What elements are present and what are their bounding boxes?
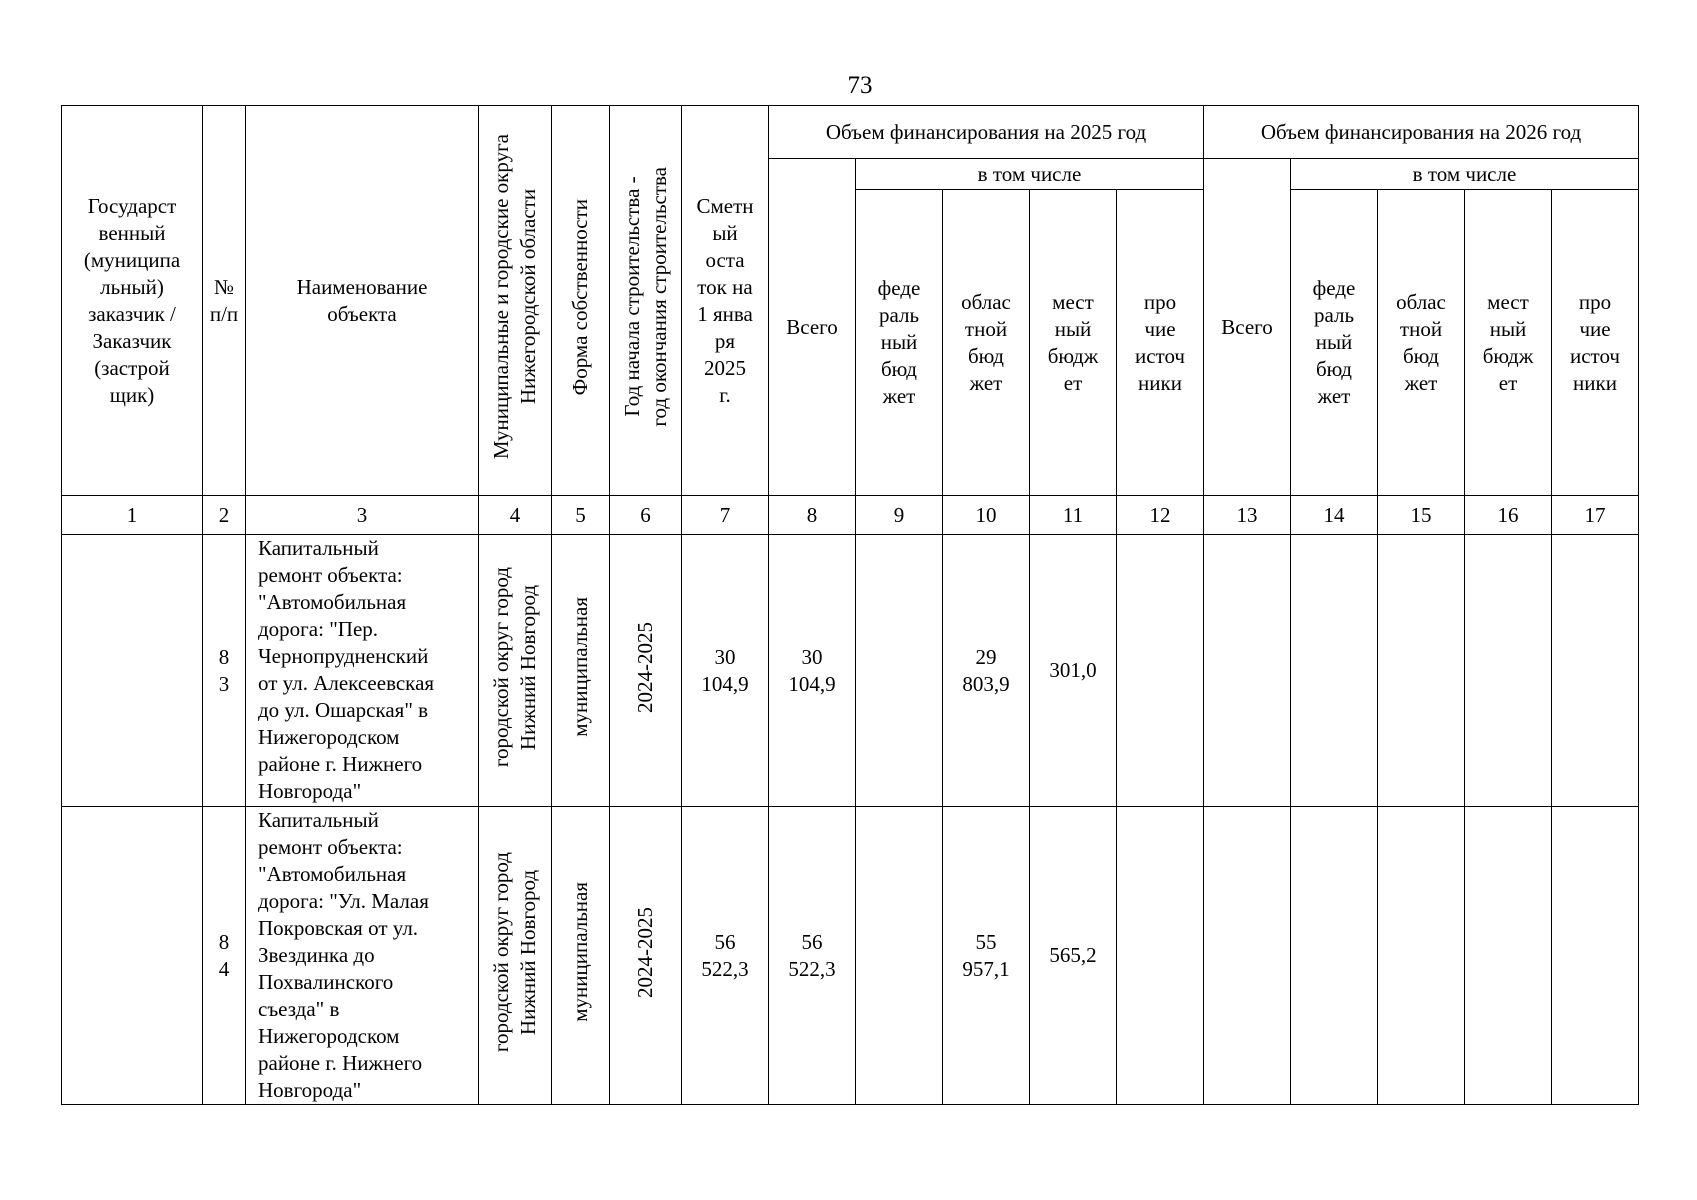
row-regional-2026 xyxy=(1378,535,1465,807)
header-other-2026: про чие источ ники xyxy=(1552,190,1639,496)
column-number: 2 xyxy=(203,496,246,535)
column-number: 12 xyxy=(1117,496,1204,535)
row-object-name: Капитальный ремонт объекта: "Автомобильная дорога: "Пер. Чернопрудненский от ул. Алексеевская до ул. Ошарская" в Нижегородском районе г. Нижнего Новгорода" xyxy=(246,535,479,807)
row-other-2025 xyxy=(1117,807,1204,1105)
column-number: 10 xyxy=(943,496,1030,535)
row-local-2025: 301,0 xyxy=(1030,535,1117,807)
financing-table xyxy=(61,105,1639,1105)
header-funding-2025: Объем финансирования на 2025 год xyxy=(769,106,1204,159)
column-number: 9 xyxy=(856,496,943,535)
column-number: 1 xyxy=(62,496,203,535)
page-number: 73 xyxy=(847,72,873,99)
row-total-2025: 56 522,3 xyxy=(769,807,856,1105)
header-local-2025: мест ный бюдж ет xyxy=(1030,190,1117,496)
row-total-2025: 30 104,9 xyxy=(769,535,856,807)
column-number: 4 xyxy=(479,496,552,535)
header-including-2025: в том числе xyxy=(856,159,1204,190)
row-federal-2026 xyxy=(1291,535,1378,807)
row-other-2026 xyxy=(1552,807,1639,1105)
row-years: 2024-2025 xyxy=(633,621,657,713)
row-other-2025 xyxy=(1117,535,1204,807)
row-regional-2026 xyxy=(1378,807,1465,1105)
row-customer xyxy=(62,535,203,807)
row-federal-2026 xyxy=(1291,807,1378,1105)
row-ownership: муниципальная xyxy=(568,882,592,1022)
header-estimate: Сметн ый оста ток на 1 янва ря 2025 г. xyxy=(682,106,769,496)
column-number: 3 xyxy=(246,496,479,535)
header-other-2025: про чие источ ники xyxy=(1117,190,1204,496)
column-number: 11 xyxy=(1030,496,1117,535)
column-number: 16 xyxy=(1465,496,1552,535)
column-number: 13 xyxy=(1204,496,1291,535)
row-local-2026 xyxy=(1465,807,1552,1105)
row-customer xyxy=(62,807,203,1105)
header-years: Год начала строительства - год окончания строительства xyxy=(619,167,671,427)
header-object-name: Наименование объекта xyxy=(246,106,479,496)
header-num: № п/п xyxy=(203,106,246,496)
column-number: 17 xyxy=(1552,496,1639,535)
header-regional-2025: облас тной бюд жет xyxy=(943,190,1030,496)
header-ownership: Форма собственности xyxy=(568,198,592,396)
column-number: 8 xyxy=(769,496,856,535)
row-federal-2025 xyxy=(856,535,943,807)
column-number-row xyxy=(62,496,1639,535)
table-row xyxy=(62,535,1639,807)
row-local-2025: 565,2 xyxy=(1030,807,1117,1105)
header-years-cell xyxy=(610,106,682,496)
row-regional-2025: 29 803,9 xyxy=(943,535,1030,807)
header-total-2026: Всего xyxy=(1204,159,1291,496)
row-total-2026 xyxy=(1204,535,1291,807)
header-municipality-cell xyxy=(479,106,552,496)
table-row xyxy=(62,807,1639,1105)
row-num: 8 3 xyxy=(203,535,246,807)
header-including-2026: в том числе xyxy=(1291,159,1639,190)
column-number: 14 xyxy=(1291,496,1378,535)
row-municipality: городской округ город Нижний Новгород xyxy=(489,851,540,1053)
row-years: 2024-2025 xyxy=(633,906,657,998)
column-number: 6 xyxy=(610,496,682,535)
header-municipality: Муниципальные и городские округа Нижегородской области xyxy=(489,134,540,460)
row-ownership: муниципальная xyxy=(568,597,592,737)
row-estimate: 56 522,3 xyxy=(682,807,769,1105)
row-regional-2025: 55 957,1 xyxy=(943,807,1030,1105)
row-ownership-cell xyxy=(552,535,610,807)
row-municipality: городской округ город Нижний Новгород xyxy=(489,566,540,768)
row-object-name: Капитальный ремонт объекта: "Автомобильная дорога: "Ул. Малая Покровская от ул. Звездинка до Похвалинского съезда" в Нижегородском районе г. Нижнего Новгорода" xyxy=(246,807,479,1105)
row-municipality-cell xyxy=(479,535,552,807)
row-federal-2025 xyxy=(856,807,943,1105)
header-customer: Государст венный (муниципа льный) заказчик / Заказчик (застрой щик) xyxy=(62,106,203,496)
row-num: 8 4 xyxy=(203,807,246,1105)
column-number: 7 xyxy=(682,496,769,535)
header-federal-2026: феде раль ный бюд жет xyxy=(1291,190,1378,496)
header-federal-2025: феде раль ный бюд жет xyxy=(856,190,943,496)
header-regional-2026: облас тной бюд жет xyxy=(1378,190,1465,496)
header-local-2026: мест ный бюдж ет xyxy=(1465,190,1552,496)
row-estimate: 30 104,9 xyxy=(682,535,769,807)
row-local-2026 xyxy=(1465,535,1552,807)
row-municipality-cell xyxy=(479,807,552,1105)
row-years-cell xyxy=(610,535,682,807)
row-years-cell xyxy=(610,807,682,1105)
row-other-2026 xyxy=(1552,535,1639,807)
column-number: 15 xyxy=(1378,496,1465,535)
row-total-2026 xyxy=(1204,807,1291,1105)
header-total-2025: Всего xyxy=(769,159,856,496)
header-ownership-cell xyxy=(552,106,610,496)
header-funding-2026: Объем финансирования на 2026 год xyxy=(1204,106,1639,159)
row-ownership-cell xyxy=(552,807,610,1105)
column-number: 5 xyxy=(552,496,610,535)
